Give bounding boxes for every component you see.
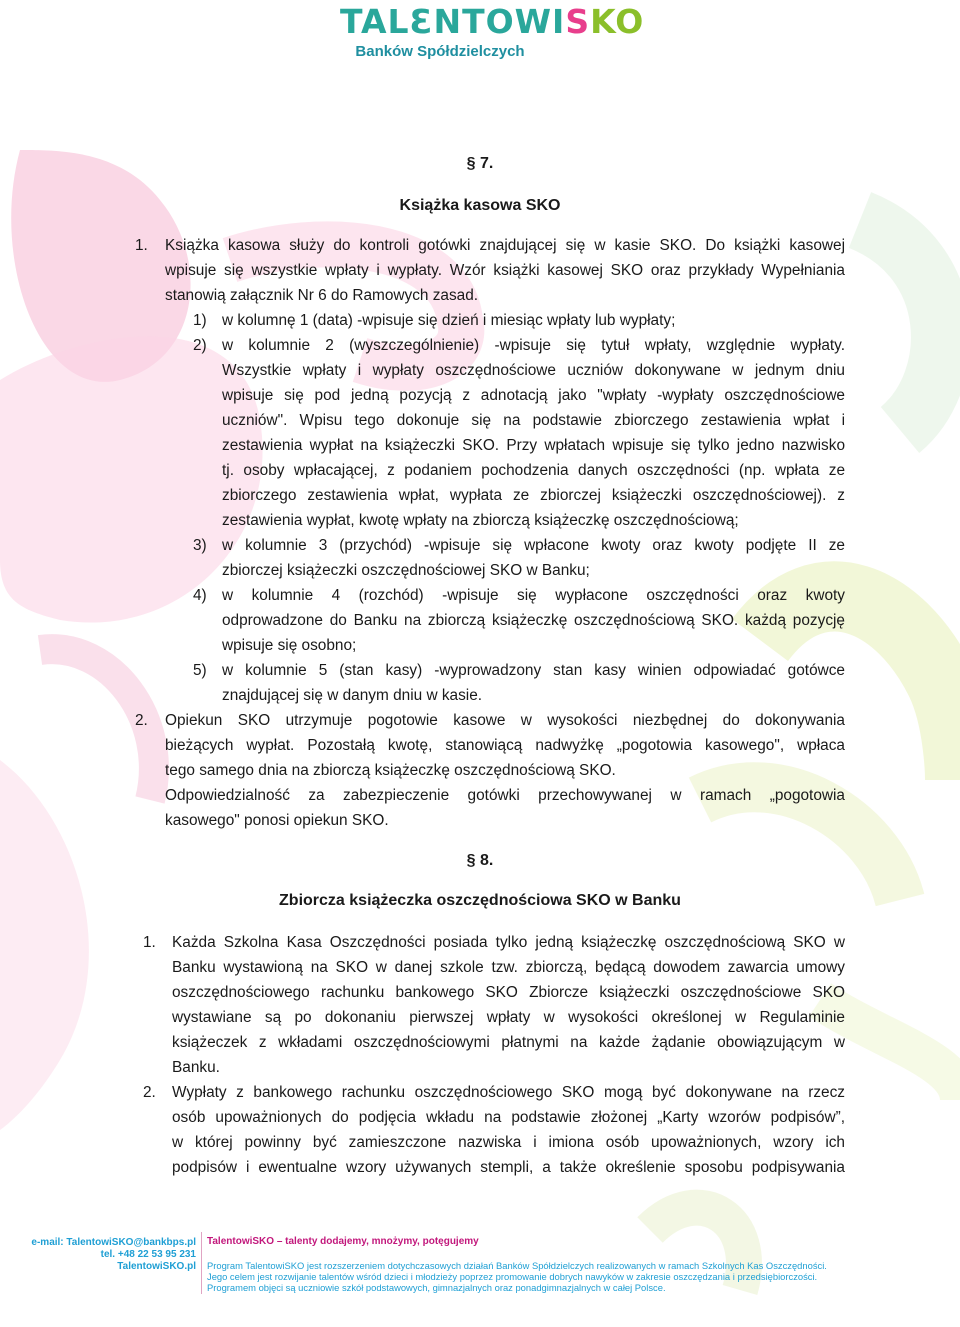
s7-sub2-line: zestawienia wypłat, kwotę wpłaty na zbiorczą książeczkę oszczędnościową; <box>222 512 739 529</box>
s8-p2-line: w której powinny być zamieszczone nazwiska i imiona osób upoważnionych, wzory ich <box>172 1134 845 1151</box>
s7-sub4-line: wpisuje się osobno; <box>222 637 357 654</box>
s7-p2-line: bieżących wypłat. Pozostałą kwotę, stanowiącą nadwyżkę „pogotowia kasowego", wpłaca <box>165 737 845 754</box>
section8-title: Zbiorcza książeczka oszczędnościowa SKO w Banku <box>279 892 681 909</box>
brand-logo <box>0 0 960 70</box>
s7-sub2-number: 2) <box>193 337 207 354</box>
s7-sub2-line: uczniów". Wpisu tego dokonuje się na podstawie zbiorczego zestawienia wpłat i <box>222 412 845 429</box>
logo-subtitle: Banków Spółdzielczych <box>355 43 525 60</box>
s8-p1-line: książeczek z wkładami oszczędnościowymi płatnymi na każde żądanie obowiązującym w <box>172 1034 845 1051</box>
s7-sub4-line: w kolumnie 4 (rozchód) -wpisuje się wypłacone oszczędności oraz kwoty <box>222 587 845 604</box>
s7-sub5-line: znajdującej się w danym dniu w kasie. <box>222 687 483 704</box>
s8-p1-number: 1. <box>143 934 156 951</box>
s7-p2-number: 2. <box>135 712 148 729</box>
s8-p2-line: Wypłaty z bankowego rachunku oszczędnościowego SKO mogą być dokonywane na rzecz <box>172 1084 845 1101</box>
s7-sub2-line: tj. osoby wpłacającej, z podaniem pochodzenia danych oszczędności (np. wpłata ze <box>222 462 845 479</box>
s8-p1-line: Banku. <box>172 1059 220 1076</box>
logo-title-part1: TALƐNTOWI <box>340 2 566 41</box>
s7-p1-line: stanowią załącznik Nr 6 do Ramowych zasad. <box>165 287 479 304</box>
s7-sub5-number: 5) <box>193 662 207 679</box>
footer-line1: Program TalentowiSKO jest rozszerzeniem dotychczasowych działań Banków Spółdzielczych realizowanych w ramach Szkolnych Kas Oszczędności. <box>207 1260 827 1271</box>
s8-p2-line: osób upoważnionych do podjęcia wkładu na podstawie złożonej „Karty wzorów podpisów”, <box>172 1109 845 1126</box>
s7-sub2-line: wpisuje się pod jedną pozycją z adnotacją jako "wpłaty -wypłaty oszczędnościowe <box>222 387 845 404</box>
footer-email[interactable]: e-mail: TalentowiSKO@bankbps.pl <box>31 1237 196 1248</box>
s7-p1-line: Książka kasowa służy do kontroli gotówki znajdującej się w kasie SKO. Do książki kasowej <box>165 237 845 254</box>
s7-sub2-line: zbiorczego zestawienia wpłat, wypłata ze zbiorczej książeczki oszczędnościowej). z <box>222 487 845 504</box>
s8-p1-line: oszczędnościowego rachunku bankowego SKO Zbiorcze książeczki oszczędnościowe SKO <box>172 984 845 1001</box>
s7-p2-line: tego samego dnia na zbiorczą książeczkę oszczędnościową SKO. <box>165 762 616 779</box>
s7-sub1-number: 1) <box>193 312 207 329</box>
footer-site[interactable]: TalentowiSKO.pl <box>117 1261 196 1272</box>
s7-p2-line: Opiekun SKO utrzymuje pogotowie kasowe w wysokości niezbędnej do dokonywania <box>165 712 845 729</box>
s8-p2-line: podpisów i ewentualne wzory używanych stempli, a także określenie sposobu podpisywania <box>172 1159 845 1176</box>
logo-title-part2: S <box>565 2 591 41</box>
s8-p1-line: Banku wystawioną na SKO w danej szkole tzw. zbiorczą, będącą dowodem zawarcia umowy <box>172 959 845 976</box>
s8-p1-line: wystawiane są po dokonaniu pierwszej wpłaty w wysokości określonej w Regulaminie <box>172 1009 845 1026</box>
footer-phone: tel. +48 22 53 95 231 <box>100 1249 196 1260</box>
footer-line2: Jego celem jest rozwijanie talentów wśród dzieci i młodzieży poprzez promowanie dobrych nawyków w zakresie oszczędzania i przedsiębiorczości. <box>207 1271 818 1282</box>
s7-sub4-line: odprowadzone do Banku na zbiorczą książeczkę oszczędnościową SKO. każdą pozycję <box>222 612 845 629</box>
s7-p2-line: kasowego" ponosi opiekun SKO. <box>165 812 389 829</box>
s7-sub4-number: 4) <box>193 587 207 604</box>
s7-sub2-line: w kolumnie 2 (wyszczególnienie) -wpisuje się tytuł wpłaty, względnie wypłaty. <box>222 337 845 354</box>
page-footer <box>0 1232 960 1302</box>
logo-title <box>340 2 645 41</box>
s7-sub3-number: 3) <box>193 537 207 554</box>
s7-sub3-line: w kolumnie 3 (przychód) -wpisuje się wpłacone kwoty oraz kwoty podjęte II ze <box>222 537 845 554</box>
footer-slogan: TalentowiSKO – talenty dodajemy, mnożymy, potęgujemy <box>207 1236 479 1247</box>
s7-p1-number: 1. <box>135 237 148 254</box>
s7-sub2-line: Wszystkie wpłaty i wypłaty oszczędnościowe uczniów dokonywane w jednym dniu <box>222 362 845 379</box>
s7-sub3-line: zbiorczej książeczki oszczędnościowej SKO w Banku; <box>222 562 590 579</box>
section7-title: Książka kasowa SKO <box>399 197 561 214</box>
s7-p1-line: wpisuje się wszystkie wpłaty i wypłaty. Wzór książki kasowej SKO oraz przykłady Wypełniania <box>165 262 845 279</box>
footer-divider <box>201 1232 202 1294</box>
logo-title-part3: KO <box>590 2 645 41</box>
section7-number: § 7. <box>466 155 494 172</box>
section8-number: § 8. <box>466 852 494 869</box>
s7-sub2-line: zestawienia wypłat na książeczki SKO. Przy wpłatach wpisuje się tylko jedno nazwisko <box>222 437 845 454</box>
footer-line3: Programem objęci są uczniowie szkół podstawowych, gimnazjalnych oraz ponadgimnazjalnych w całej Polsce. <box>207 1282 666 1293</box>
s8-p2-number: 2. <box>143 1084 156 1101</box>
s7-sub1-text: w kolumnę 1 (data) -wpisuje się dzień i miesiąc wpłaty lub wypłaty; <box>222 312 676 329</box>
s7-p2-line: Odpowiedzialność za zabezpieczenie gotówki przechowywanej w ramach „pogotowia <box>165 787 845 804</box>
s7-sub5-line: w kolumnie 5 (stan kasy) -wyprowadzony stan kasy winien odpowiadać gotówce <box>222 662 845 679</box>
s8-p1-line: Każda Szkolna Kasa Oszczędności posiada tylko jedną książeczkę oszczędnościową SKO w <box>172 934 845 951</box>
